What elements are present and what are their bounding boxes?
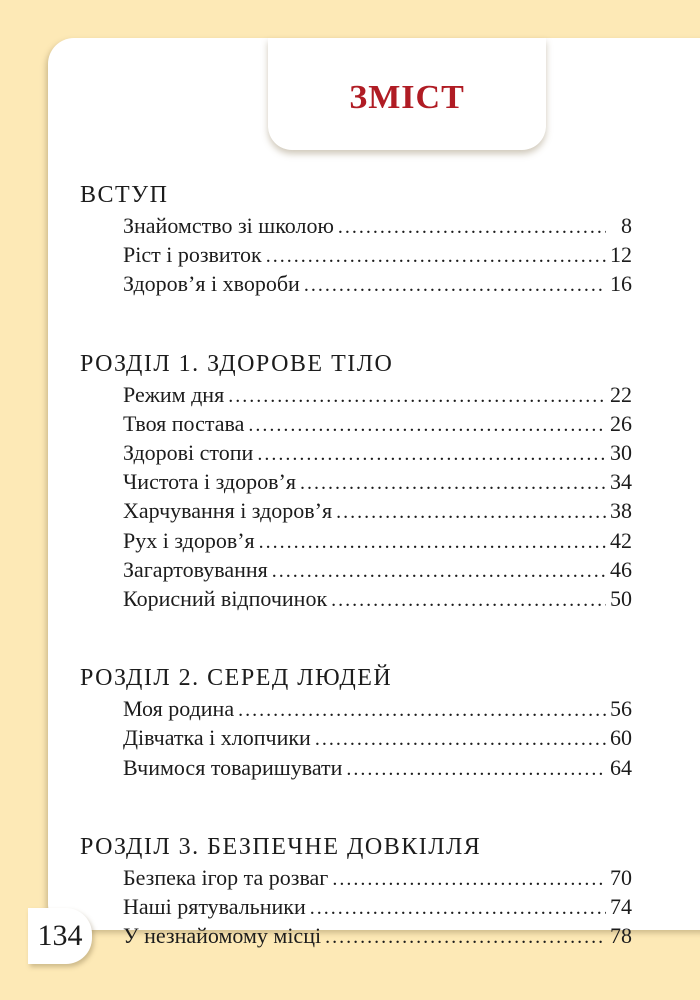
toc-entry-page: 42 (610, 527, 632, 553)
dot-leader (300, 470, 606, 497)
toc-entry-page: 16 (610, 271, 632, 297)
toc-entry-page: 30 (610, 440, 632, 466)
toc-entry-label: Ріст і розвиток (123, 242, 262, 268)
dot-leader (304, 272, 606, 299)
dot-leader (272, 558, 606, 585)
toc-entry-page: 50 (610, 586, 632, 612)
toc-entry-page: 64 (610, 754, 632, 780)
table-of-contents (80, 180, 632, 1000)
toc-entry-label: У незнайомому місці (123, 923, 322, 949)
toc-entry-label: Вчимося товаришувати (123, 754, 343, 780)
toc-entry-label: Наші рятувальники (123, 894, 306, 920)
toc-entry-page: 34 (610, 469, 632, 495)
toc-entry-page: 38 (610, 498, 632, 524)
toc-entry-label: Дівчатка і хлопчики (123, 725, 311, 751)
toc-entry[interactable] (80, 922, 632, 951)
toc-entry-label: Загартовування (123, 556, 268, 582)
dot-leader (315, 726, 606, 753)
toc-entry-label: Здорові стопи (123, 440, 254, 466)
toc-entry-page: 56 (610, 696, 632, 722)
toc-entry-label: Чистота і здоров’я (123, 469, 296, 495)
toc-section (80, 663, 632, 783)
page-title: ЗМІСТ (349, 79, 465, 116)
toc-entry[interactable] (80, 754, 632, 783)
page-number-tab (28, 908, 92, 964)
toc-entry[interactable] (80, 724, 632, 753)
toc-entry-page: 12 (610, 242, 632, 268)
section-heading: ВСТУП (80, 182, 169, 208)
toc-entry-page: 70 (610, 864, 632, 890)
toc-entry[interactable] (80, 212, 632, 241)
toc-entry-label: Моя родина (123, 696, 235, 722)
toc-entry[interactable] (80, 695, 632, 724)
toc-entry-label: Безпека ігор та розваг (123, 864, 329, 890)
dot-leader (257, 441, 606, 468)
dot-leader (266, 243, 606, 270)
section-heading: РОЗДІЛ 1. ЗДОРОВЕ ТІЛО (80, 350, 394, 377)
dot-leader (248, 412, 606, 439)
toc-entry-label: Рух і здоров’я (123, 527, 255, 553)
toc-entry[interactable] (80, 410, 632, 439)
toc-section (80, 832, 632, 952)
dot-leader (238, 697, 606, 724)
dot-leader (346, 756, 606, 783)
toc-entry-page: 74 (610, 894, 632, 920)
section-heading: РОЗДІЛ 3. БЕЗПЕЧНЕ ДОВКІЛЛЯ (80, 833, 482, 860)
dot-leader (336, 499, 606, 526)
dot-leader (332, 866, 606, 893)
toc-entry[interactable] (80, 270, 632, 299)
toc-entry-label: Режим дня (123, 381, 225, 407)
toc-entry-label: Знайомство зі школою (123, 213, 334, 238)
dot-leader (331, 587, 606, 614)
toc-entry-page: 60 (610, 725, 632, 751)
toc-section (80, 349, 632, 615)
toc-section (80, 180, 632, 300)
toc-entry[interactable] (80, 497, 632, 526)
toc-entry-page: 46 (610, 556, 632, 582)
toc-entry[interactable] (80, 439, 632, 468)
toc-entry[interactable] (80, 556, 632, 585)
toc-entry[interactable] (80, 468, 632, 497)
toc-entry-page: 78 (610, 923, 632, 949)
toc-entry[interactable] (80, 527, 632, 556)
toc-entry[interactable] (80, 585, 632, 614)
toc-entry[interactable] (80, 864, 632, 893)
toc-entry-label: Корисний відпочинок (123, 586, 328, 612)
section-heading: РОЗДІЛ 2. СЕРЕД ЛЮДЕЙ (80, 665, 393, 692)
dot-leader (338, 214, 606, 241)
toc-entry-label: Харчування і здоров’я (123, 498, 333, 524)
toc-entry-label: Твоя постава (123, 410, 245, 436)
dot-leader (325, 924, 606, 951)
dot-leader (228, 383, 606, 410)
toc-entry[interactable] (80, 241, 632, 270)
title-tab (268, 38, 546, 150)
toc-entry-page: 26 (610, 410, 632, 436)
dot-leader (259, 529, 606, 556)
toc-entry-label: Здоров’я і хвороби (123, 271, 300, 297)
dot-leader (310, 895, 606, 922)
toc-entry-page: 8 (621, 213, 632, 238)
toc-entry[interactable] (80, 893, 632, 922)
toc-entry-page: 22 (610, 381, 632, 407)
toc-entry[interactable] (80, 381, 632, 410)
page-number: 134 (37, 919, 83, 952)
